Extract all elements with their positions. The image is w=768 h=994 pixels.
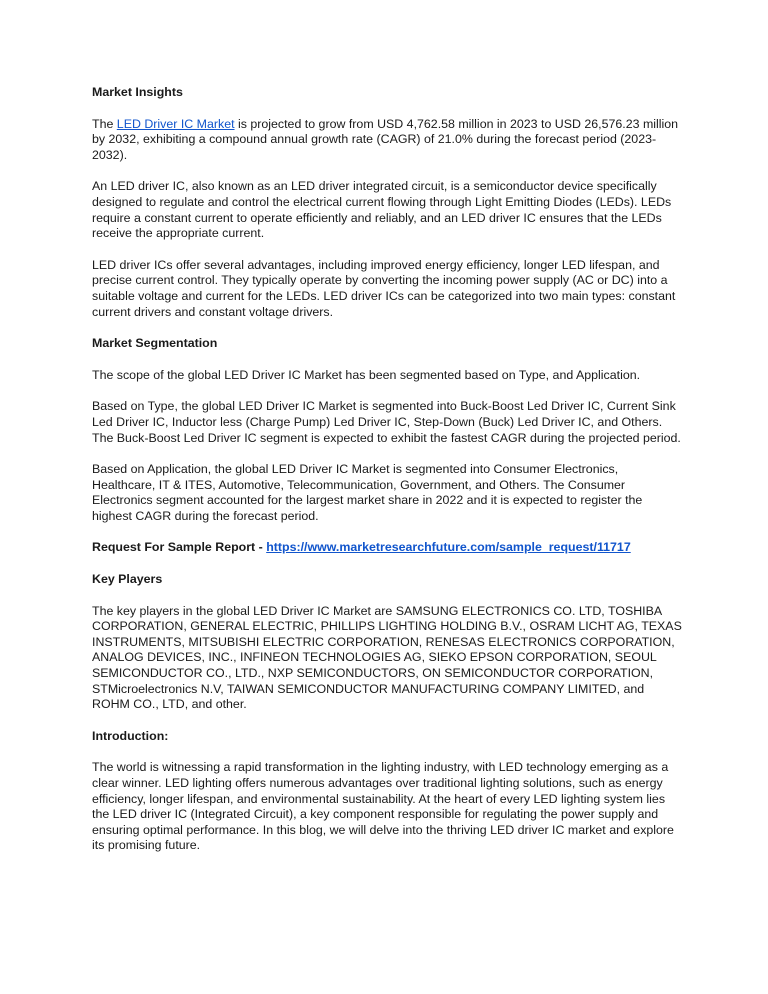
market-insights-p1-lead: The: [92, 116, 117, 131]
key-players-heading: Key Players: [92, 572, 163, 587]
market-insights-paragraph-2: An LED driver IC, also known as an LED driver integrated circuit, is a semiconductor device specifically designed to regulate and control the electrical current flowing through Light Emitting Diodes (LEDs). LEDs require a constant current to operate efficiently and reliably, and an LED driver IC ensures that the LEDs receive the appropriate current.: [92, 179, 672, 241]
introduction-heading: Introduction:: [92, 728, 169, 743]
market-insights-heading: Market Insights: [92, 85, 183, 99]
market-segmentation-paragraph-1: The scope of the global LED Driver IC Market has been segmented based on Type, and Application.: [92, 367, 641, 382]
document-page: [92, 85, 682, 870]
sample-request-link[interactable]: https://www.marketresearchfuture.com/sample_request/11717: [266, 540, 631, 555]
market-segmentation-paragraph-2: Based on Type, the global LED Driver IC Market is segmented into Buck-Boost Led Driver IC, Current Sink Led Driver IC, Inductor less (Charge Pump) Led Driver IC, Step-Down (Buck) Led Driver IC, and Others. The Buck-Boost Led Driver IC segment is expected to exhibit the fastest CAGR during the projected period.: [92, 399, 681, 445]
market-segmentation-heading: Market Segmentation: [92, 336, 218, 351]
sample-request-label: Request For Sample Report -: [92, 540, 267, 555]
market-insights-paragraph-1: [92, 117, 682, 164]
market-segmentation-paragraph-3: Based on Application, the global LED Driver IC Market is segmented into Consumer Electronics, Healthcare, IT & ITES, Automotive, Telecommunication, Government, and Others. The Consumer Electronics segment accounted for the largest market share in 2022 and it is expected to register the highest CAGR during the forecast period.: [92, 462, 643, 523]
sample-request-line: [92, 540, 682, 556]
market-insights-p1-rest: is projected to grow from USD 4,762.58 million in 2023 to USD 26,576.23 million by 2032, exhibiting a compound annual growth rate (CAGR) of 21.0% during the forecast period (2023-2032).: [92, 116, 679, 162]
led-driver-ic-market-link[interactable]: LED Driver IC Market: [116, 116, 235, 131]
market-insights-paragraph-3: LED driver ICs offer several advantages, including improved energy efficiency, longer LED lifespan, and precise current control. They typically operate by converting the incoming power supply (AC or DC) into a suitable voltage and current for the LEDs. LED driver ICs can be categorized into two main types: constant current drivers and constant voltage drivers.: [92, 257, 676, 319]
key-players-paragraph: The key players in the global LED Driver IC Market are SAMSUNG ELECTRONICS CO. LTD, TOSHIBA CORPORATION, GENERAL ELECTRIC, PHILLIPS LIGHTING HOLDING B.V., OSRAM LICHT AG, TEXAS INSTRUMENTS, MITSUBISHI ELECTRIC CORPORATION, RENESAS ELECTRONICS CORPORATION, ANALOG DEVICES, INC., INFINEON TECHNOLOGIES AG, SIEKO EPSON CORPORATION, SEOUL SEMICONDUCTOR CO., LTD., NXP SEMICONDUCTORS, ON SEMICONDUCTOR CORPORATION, STMicroelectronics N.V, TAIWAN SEMICONDUCTOR MANUFACTURING COMPANY LIMITED, and ROHM CO., LTD, and other.: [92, 603, 682, 712]
introduction-paragraph: The world is witnessing a rapid transformation in the lighting industry, with LED technology emerging as a clear winner. LED lighting offers numerous advantages over traditional lighting solutions, such as energy efficiency, longer lifespan, and environmental sustainability. At the heart of every LED lighting system lies the LED driver IC (Integrated Circuit), a key component responsible for regulating the power supply and ensuring optimal performance. In this blog, we will delve into the thriving LED driver IC market and explore its promising future.: [92, 760, 674, 853]
